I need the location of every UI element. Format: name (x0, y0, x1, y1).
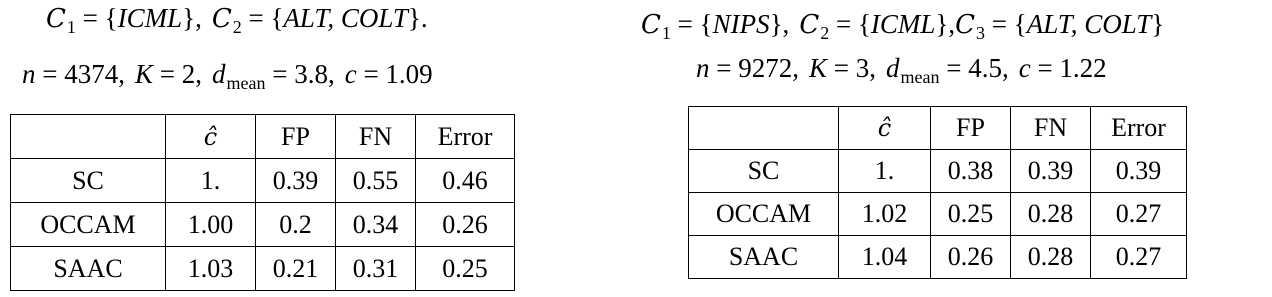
c-label: c (344, 59, 357, 89)
table-cell: 0.26 (931, 236, 1011, 279)
table-row (689, 193, 1187, 236)
table-cell: 0.38 (931, 150, 1011, 193)
cluster-symbol: C (955, 10, 976, 40)
header-cell: FN (336, 115, 416, 159)
method-cell: SC (11, 159, 166, 203)
d-mean-value: 4.5 (968, 53, 1002, 83)
table-cell: 0.39 (1091, 150, 1187, 193)
k-label: K (808, 53, 827, 83)
n-label: n (696, 53, 710, 83)
parameters-line: n = 9272, K = 3, $d_{mean} = 4.5$, c = 1.22 (696, 53, 1107, 87)
cluster-members: ICML (117, 3, 183, 33)
table-cell: 1.03 (166, 247, 256, 291)
header-cell: FN (1011, 107, 1091, 150)
d-mean-value: 3.8 (294, 59, 328, 89)
cluster-members: NIPS (712, 9, 770, 39)
parameters-line: n = 4374, K = 2, $d_{mean} = 3.8$, c = 1.09 (22, 59, 433, 93)
table-cell: 0.39 (1011, 150, 1091, 193)
cluster-members: ALT, COLT (283, 3, 408, 33)
table-cell: 0.27 (1091, 236, 1187, 279)
table-cell: 0.26 (416, 203, 515, 247)
table-cell: 1.00 (166, 203, 256, 247)
table-cell: 1. (839, 150, 931, 193)
method-cell: SC (689, 150, 839, 193)
table-row (11, 203, 515, 247)
table-cell: 1.04 (839, 236, 931, 279)
header-cell: Error (416, 115, 515, 159)
line-tail: . (420, 3, 428, 33)
cluster-index: 1 (661, 23, 671, 43)
header-cell: FP (931, 107, 1011, 150)
d-label: d (885, 53, 900, 83)
table-cell: 1.02 (839, 193, 931, 236)
results-table (10, 114, 515, 291)
header-cell: FP (256, 115, 336, 159)
method-cell: OCCAM (11, 203, 166, 247)
table-cell: 0.21 (256, 247, 336, 291)
table-cell: 0.28 (1011, 193, 1091, 236)
d-subscript: mean (226, 73, 266, 93)
n-value: 9272 (738, 53, 793, 83)
header-cell (11, 115, 166, 159)
method-cell: SAAC (689, 236, 839, 279)
cluster-index: 1 (66, 17, 76, 37)
n-value: 4374 (64, 59, 119, 89)
cluster-members: ICML (870, 9, 936, 39)
c-value: 1.22 (1059, 53, 1107, 83)
k-label: K (134, 59, 153, 89)
table-cell: 0.25 (416, 247, 515, 291)
header-cell: ĉ (839, 107, 931, 150)
c-value: 1.09 (385, 59, 433, 89)
cluster-symbol: C (641, 10, 661, 40)
cluster-index: 3 (976, 23, 986, 43)
k-value: 2 (181, 59, 196, 89)
table-cell: 0.34 (336, 203, 416, 247)
cluster-members: ALT, COLT (1026, 9, 1152, 39)
cluster-symbol: C (799, 10, 820, 40)
cluster-index: 2 (232, 17, 242, 37)
method-cell: OCCAM (689, 193, 839, 236)
table-header-row (11, 115, 515, 159)
d-label: d (211, 59, 226, 89)
table-row (689, 150, 1187, 193)
header-cell (689, 107, 839, 150)
table-row (11, 247, 515, 291)
table-header-row (689, 107, 1187, 150)
results-table (688, 106, 1187, 279)
table-cell: 0.2 (256, 203, 336, 247)
cluster-definition-line: $C_1$ = {ICML}, $C_2 = \{ALT$, COLT}. (46, 3, 428, 37)
table-cell: 1. (166, 159, 256, 203)
k-value: 3 (855, 53, 870, 83)
cluster-index: 2 (820, 23, 830, 43)
table-cell: 0.55 (336, 159, 416, 203)
cluster-symbol: C (211, 4, 232, 34)
table-row (11, 159, 515, 203)
table-cell: 0.46 (416, 159, 515, 203)
d-subscript: mean (900, 67, 940, 87)
header-cell: Error (1091, 107, 1187, 150)
table-row (689, 236, 1187, 279)
n-label: n (22, 59, 36, 89)
table-cell: 0.27 (1091, 193, 1187, 236)
cluster-definition-line: $C_1$ = {NIPS}, $C_2$ = $\{ICML\},C_3 = \{ALT$, COLT} (641, 9, 1165, 43)
table-cell: 0.31 (336, 247, 416, 291)
method-cell: SAAC (11, 247, 166, 291)
c-label: c (1018, 53, 1031, 83)
header-cell: ĉ (166, 115, 256, 159)
table-cell: 0.25 (931, 193, 1011, 236)
cluster-symbol: C (46, 4, 66, 34)
table-cell: 0.28 (1011, 236, 1091, 279)
table-cell: 0.39 (256, 159, 336, 203)
